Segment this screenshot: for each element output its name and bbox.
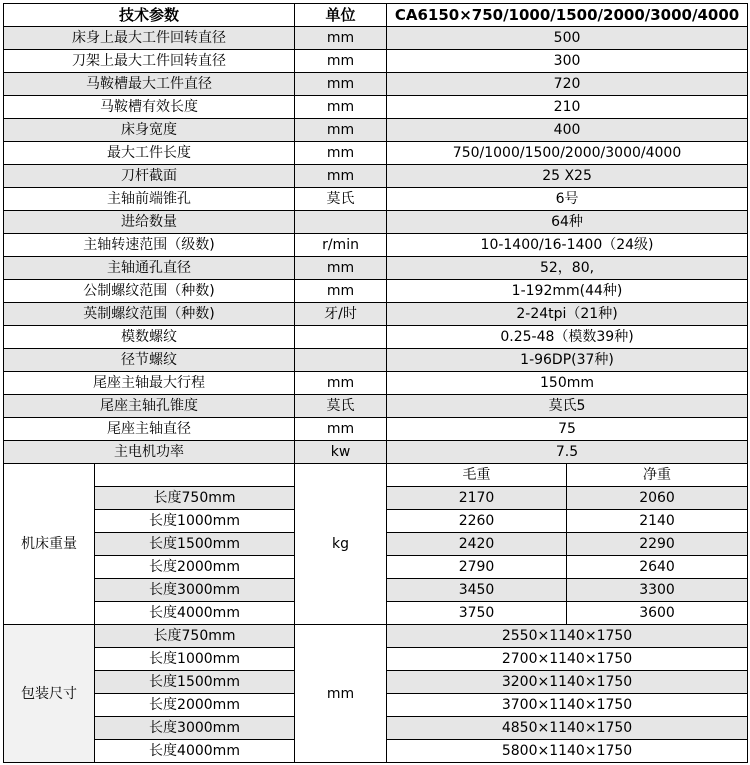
param-value: 500 xyxy=(387,27,748,50)
param-unit xyxy=(295,349,387,372)
param-unit: mm xyxy=(295,418,387,441)
packing-size: 5800×1140×1750 xyxy=(387,740,748,763)
table-row xyxy=(4,142,748,165)
weight-length: 长度4000mm xyxy=(95,602,295,625)
param-value: 210 xyxy=(387,96,748,119)
table-row xyxy=(4,119,748,142)
param-unit: mm xyxy=(295,96,387,119)
weight-length: 长度1000mm xyxy=(95,510,295,533)
packing-group-label: 包装尺寸 xyxy=(4,625,95,763)
param-value: 75 xyxy=(387,418,748,441)
param-unit: 牙/时 xyxy=(295,303,387,326)
gross-weight: 2790 xyxy=(387,556,567,579)
param-unit: mm xyxy=(295,73,387,96)
table-row xyxy=(4,395,748,418)
param-value: 400 xyxy=(387,119,748,142)
param-unit: 莫氏 xyxy=(295,188,387,211)
spec-table xyxy=(3,3,748,763)
param-value: 150mm xyxy=(387,372,748,395)
packing-size: 3200×1140×1750 xyxy=(387,671,748,694)
gross-weight: 2170 xyxy=(387,487,567,510)
table-row xyxy=(4,96,748,119)
param-value: 750/1000/1500/2000/3000/4000 xyxy=(387,142,748,165)
packing-length: 长度750mm xyxy=(95,625,295,648)
gross-weight: 3450 xyxy=(387,579,567,602)
table-row xyxy=(4,257,748,280)
param-name: 尾座主轴直径 xyxy=(4,418,295,441)
param-name: 尾座主轴孔锥度 xyxy=(4,395,295,418)
net-weight: 2640 xyxy=(567,556,748,579)
param-unit xyxy=(295,211,387,234)
param-name: 尾座主轴最大行程 xyxy=(4,372,295,395)
param-unit: 莫氏 xyxy=(295,395,387,418)
packing-length: 长度3000mm xyxy=(95,717,295,740)
param-unit: mm xyxy=(295,257,387,280)
weight-unit: kg xyxy=(295,464,387,625)
param-value: 1-96DP(37种) xyxy=(387,349,748,372)
param-value: 25 X25 xyxy=(387,165,748,188)
param-unit xyxy=(295,326,387,349)
param-name: 径节螺纹 xyxy=(4,349,295,372)
header-param: 技术参数 xyxy=(4,4,295,27)
gross-weight: 2260 xyxy=(387,510,567,533)
param-unit: mm xyxy=(295,280,387,303)
weight-blank-cell xyxy=(95,464,295,487)
param-value: 0.25-48（模数39种) xyxy=(387,326,748,349)
param-name: 主轴通孔直径 xyxy=(4,257,295,280)
packing-length: 长度1500mm xyxy=(95,671,295,694)
param-unit: mm xyxy=(295,50,387,73)
param-value: 6号 xyxy=(387,188,748,211)
net-weight-header: 净重 xyxy=(567,464,748,487)
weight-group-label: 机床重量 xyxy=(4,464,95,625)
table-row xyxy=(4,418,748,441)
table-row xyxy=(4,73,748,96)
table-row xyxy=(4,211,748,234)
param-name: 英制螺纹范围（种数) xyxy=(4,303,295,326)
packing-length: 长度4000mm xyxy=(95,740,295,763)
param-name: 模数螺纹 xyxy=(4,326,295,349)
table-row xyxy=(4,372,748,395)
param-name: 马鞍槽有效长度 xyxy=(4,96,295,119)
packing-size: 4850×1140×1750 xyxy=(387,717,748,740)
table-row xyxy=(4,50,748,73)
param-unit: mm xyxy=(295,27,387,50)
weight-length: 长度750mm xyxy=(95,487,295,510)
param-value: 300 xyxy=(387,50,748,73)
table-row xyxy=(4,165,748,188)
packing-size: 3700×1140×1750 xyxy=(387,694,748,717)
param-unit: mm xyxy=(295,372,387,395)
net-weight: 3600 xyxy=(567,602,748,625)
param-value: 7.5 xyxy=(387,441,748,464)
param-name: 主轴转速范围（级数) xyxy=(4,234,295,257)
param-name: 床身宽度 xyxy=(4,119,295,142)
weight-length: 长度3000mm xyxy=(95,579,295,602)
param-name: 刀杆截面 xyxy=(4,165,295,188)
param-unit: mm xyxy=(295,165,387,188)
table-row xyxy=(4,303,748,326)
param-unit: kw xyxy=(295,441,387,464)
header-row xyxy=(4,4,748,27)
table-row xyxy=(4,349,748,372)
table-row xyxy=(4,27,748,50)
param-name: 刀架上最大工件回转直径 xyxy=(4,50,295,73)
param-name: 最大工件长度 xyxy=(4,142,295,165)
param-name: 床身上最大工件回转直径 xyxy=(4,27,295,50)
net-weight: 2140 xyxy=(567,510,748,533)
table-row xyxy=(4,188,748,211)
header-model: CA6150×750/1000/1500/2000/3000/4000 xyxy=(387,4,748,27)
table-row xyxy=(4,441,748,464)
gross-weight: 2420 xyxy=(387,533,567,556)
weight-length: 长度1500mm xyxy=(95,533,295,556)
packing-size: 2550×1140×1750 xyxy=(387,625,748,648)
gross-weight-header: 毛重 xyxy=(387,464,567,487)
packing-size: 2700×1140×1750 xyxy=(387,648,748,671)
param-name: 马鞍槽最大工件直径 xyxy=(4,73,295,96)
table-row xyxy=(4,326,748,349)
weight-length: 长度2000mm xyxy=(95,556,295,579)
param-value: 1-192mm(44种) xyxy=(387,280,748,303)
param-value: 64种 xyxy=(387,211,748,234)
param-value: 2-24tpi（21种) xyxy=(387,303,748,326)
param-unit: mm xyxy=(295,142,387,165)
header-unit: 单位 xyxy=(295,4,387,27)
param-name: 主电机功率 xyxy=(4,441,295,464)
param-name: 公制螺纹范围（种数) xyxy=(4,280,295,303)
net-weight: 2290 xyxy=(567,533,748,556)
net-weight: 2060 xyxy=(567,487,748,510)
param-value: 莫氏5 xyxy=(387,395,748,418)
param-value: 10-1400/16-1400（24级) xyxy=(387,234,748,257)
param-unit: r/min xyxy=(295,234,387,257)
weight-header-row xyxy=(4,464,748,487)
table-row xyxy=(4,280,748,303)
packing-unit: mm xyxy=(295,625,387,763)
param-name: 进给数量 xyxy=(4,211,295,234)
param-unit: mm xyxy=(295,119,387,142)
packing-length: 长度1000mm xyxy=(95,648,295,671)
param-value: 720 xyxy=(387,73,748,96)
packing-length: 长度2000mm xyxy=(95,694,295,717)
table-row xyxy=(4,625,748,648)
param-name: 主轴前端锥孔 xyxy=(4,188,295,211)
table-row xyxy=(4,234,748,257)
gross-weight: 3750 xyxy=(387,602,567,625)
net-weight: 3300 xyxy=(567,579,748,602)
param-value: 52，80, xyxy=(387,257,748,280)
